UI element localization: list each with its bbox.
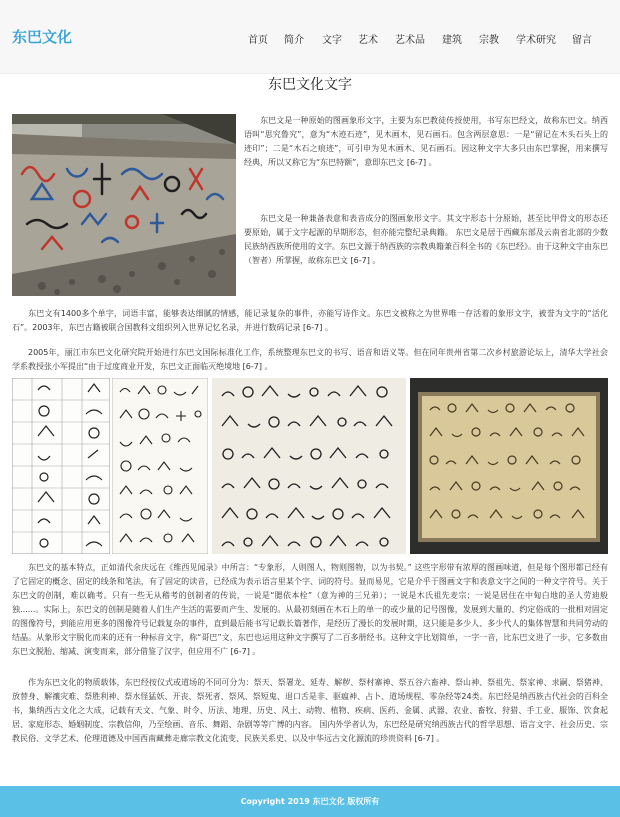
nav-item-artwork[interactable]: 艺术品: [395, 35, 425, 46]
nav-item-research[interactable]: 学术研究: [516, 35, 556, 46]
nav-item-intro[interactable]: 简介: [284, 35, 304, 46]
mural-wall-image: [12, 114, 236, 296]
script-wall-plaque-image: [410, 378, 608, 554]
script-scroll-image: [112, 378, 208, 554]
paragraph-5: [12, 561, 608, 659]
nav-item-home[interactable]: 首页: [248, 35, 268, 46]
paragraph-3: [12, 307, 608, 335]
intro-paragraph-2: [244, 212, 608, 268]
intro-paragraph-1: [244, 114, 608, 170]
site-footer: [0, 786, 620, 817]
paragraph-6-text: 作为东巴文化的物质载体，东巴经按仪式或道场的不同可分为：祭天、祭署龙、延寿、解秽、祭村寨神、祭五谷六畜神、祭山神、祭祖先、祭家神、求嗣、祭猪神、放替身、解禳灾难、祭胜利神、祭水怪猛妖、开丧、祭死者、祭风、祭短鬼、退口舌是非、驱瘟神、占卜、道场规程、零杂经等24类。东巴经是纳西族古代社会的百科全书，集纳西古文化之大成，记载有天文、气象、时令、历法、地理、历史、风土、动物、植物、疾病、医药、金属、武器、农业、畜牧、狩猎、手工业、服饰、饮食起居、家庭形态、婚姻制度、宗教信仰，乃至绘画、音乐、舞蹈、杂剧等等广博的内容。 国内外学者认为，东巴经是研究纳西族古代的哲学思想、语言文字、社会历史、宗教民俗、文学艺术、伦理道德及中国西南藏彝走廊宗教文化流变、民族关系史、以及中华远古文化源流的珍贵资料 [6-7] 。: [12, 678, 608, 743]
script-manuscript-image: [212, 378, 406, 554]
nav-item-guestbook[interactable]: 留言: [572, 35, 592, 46]
site-header: [0, 0, 620, 74]
paragraph-4: [12, 346, 608, 374]
page-title: 东巴文化文字: [268, 77, 352, 93]
nav-item-script[interactable]: 文字: [322, 35, 342, 46]
nav-item-art[interactable]: 艺术: [358, 35, 378, 46]
paragraph-6: [12, 676, 608, 746]
paragraph-5-text: 东巴文的基本特点，正如清代余庆远在《维西见闻录》中所言：“专象形，人则图人，物则图物，以为书契。” 这些字形带有浓厚的图画味道，但是每个图形都已经有了它固定的概念、固定的线条和笔法，有了固定的读音，已经成为表示语言里某个字、词的符号。显而易见，它是介乎于图画文字和表意文字之间的一种文字符号。关于东巴文的创制，难以确考。只有一些无从稽考的创制者的传说，一说是“腮依本栓”（意为神的三兄弟）；一说是木氏祖先麦宗；一说是居住在中甸白地的圣人劳迪般独......。实际上，东巴文的创制是随着人们生产生活的需要而产生、发展的。从最初刻画在木石上的单一的或少量的记号图像，发展到大量的、约定俗成的一批相对固定的图像符号，到能应用更多的图像符号记载复杂的事件，直到最后能书写记载长篇著作，是经历了漫长的发展时期，这只能是多少人、多少代人的集体智慧和共同劳动的结晶。从象形文字脱化而来的还有一种标音文字，称“哥巴”文，东巴也运用这种文字撰写了二百多册经书。这种文字比划简单，一字一音，比东巴文进了一步，它多数由东巴文脱胎、缩减、演变而来，部分借鉴了汉字，但应用不广 [6-7] 。: [12, 563, 608, 656]
paragraph-3-text: 东巴文有1400多个单字，词语丰富，能够表达细腻的情感，能记录复杂的事件，亦能写诗作文。东巴文被称之为世界唯一存活着的象形文字，被誉为文字的“活化石”。2003年，东巴古籍被联合国教科文组织列入世界记忆名录，并进行数码记录 [6-7] 。: [12, 309, 608, 332]
site-logo[interactable]: 东巴文化: [12, 28, 73, 46]
intro-paragraph-2-text: 东巴文是一种兼备表意和表音成分的图画象形文字。其文字形态十分原始，甚至比甲骨文的形态还要原始，属于文字起源的早期形态，但亦能完整纪录典籍。 东巴文是居于西藏东部及云南省北部的少数民族纳西族所使用的文字。东巴文源于纳西族的宗教典籍兼百科全书的《东巴经》。由于这种文字由东巴（智者）所掌握，故称东巴文 [6-7] 。: [244, 214, 608, 265]
copyright-text: Copyright 2019 东巴文化 版权所有: [240, 797, 380, 806]
main-nav: [0, 31, 620, 45]
script-chart-image: [12, 378, 110, 554]
paragraph-4-text: 2005年，丽江市东巴文化研究院开始进行东巴文国际标准化工作，系统整理东巴文的书写、语音和语义等。但在同年贵州省第二次乡村旅游论坛上，清华大学社会学系教授张小军提出“由于过度商业开发，东巴文正面临灭绝境地 [6-7] 。: [12, 348, 608, 371]
nav-item-religion[interactable]: 宗教: [479, 35, 499, 46]
intro-paragraph-1-text: 东巴文是一种原始的图画象形文字，主要为东巴教徒传授使用，书写东巴经文，故称东巴文。纳西语叫“思究鲁究”，意为“木迹石迹”，见木画木，见石画石。包含两层意思：一是“留记在木头石头上的迹印”；二是“木石之痕迹”，可引申为见木画木、见石画石。因这种文字大多只由东巴掌握，用来撰写经典，所以又称它为“东巴特额”，意即东巴文 [6-7] 。: [244, 116, 608, 167]
nav-item-architecture[interactable]: 建筑: [442, 35, 462, 46]
